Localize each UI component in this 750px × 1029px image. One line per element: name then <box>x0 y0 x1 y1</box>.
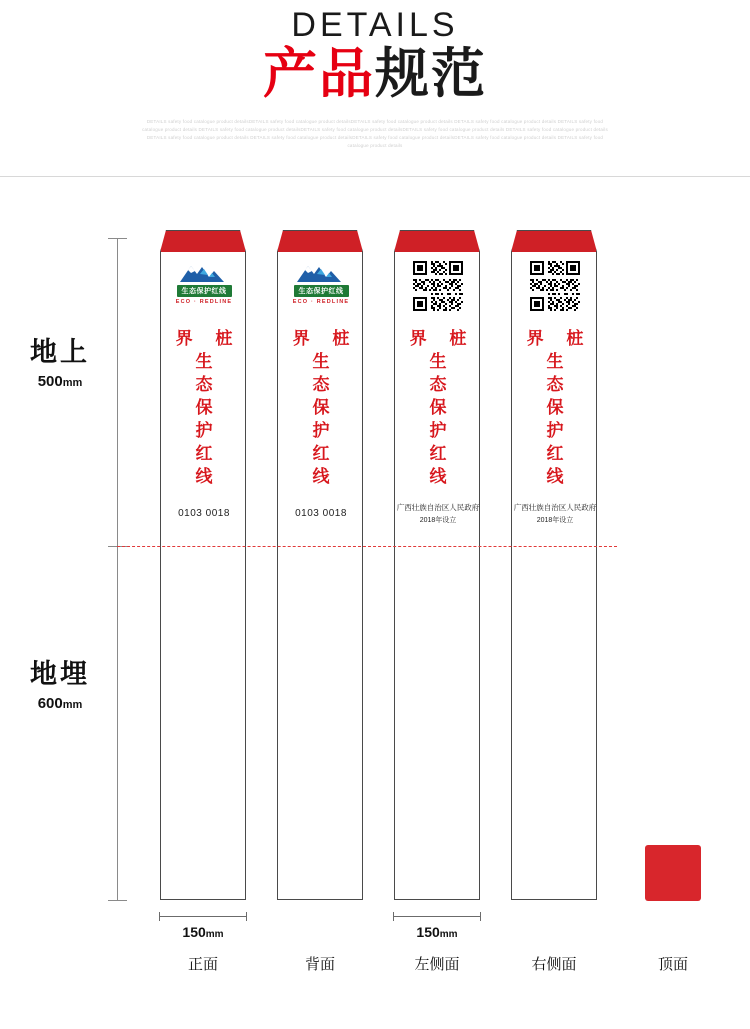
page-header <box>0 0 750 176</box>
post-left-cap <box>394 230 480 252</box>
logo-cn-text: 生态保护红线 <box>177 285 232 297</box>
side-width-cap-left <box>393 912 394 921</box>
post-front-vertical-text <box>161 350 247 488</box>
vchar: 护 <box>195 421 213 440</box>
header-divider <box>0 176 750 177</box>
vchar: 护 <box>546 421 564 440</box>
vchar: 生 <box>429 352 447 371</box>
front-width-bar <box>159 916 247 917</box>
vchar: 护 <box>312 421 330 440</box>
post-back-code: 0103 0018 <box>295 508 347 519</box>
front-width-cap-right <box>246 912 247 921</box>
gov-line-2: 2018年设立 <box>419 517 457 524</box>
buried-number: 600 <box>37 695 63 712</box>
post-front-cap <box>160 230 246 252</box>
qr-code-icon <box>530 261 580 311</box>
post-left-body <box>394 252 480 900</box>
vchar: 保 <box>546 398 564 417</box>
front-width-unit: mm <box>205 929 224 940</box>
mountain-icon <box>293 260 349 284</box>
above-ground-value <box>10 373 110 390</box>
post-front-body <box>160 252 246 900</box>
vchar: 生 <box>546 352 564 371</box>
caption-right-side: 右侧面 <box>531 956 577 973</box>
page-title-black: 规范 <box>375 44 487 104</box>
vchar: 红 <box>195 444 213 463</box>
buried-dimension <box>10 652 110 712</box>
side-width-label <box>377 924 497 940</box>
vchar: 红 <box>546 444 564 463</box>
mountain-icon <box>176 260 232 284</box>
vchar: 线 <box>429 467 447 486</box>
caption-left-side: 左侧面 <box>414 956 460 973</box>
gov-line-1: 广西壮族自治区人民政府 <box>396 503 480 512</box>
post-right-body <box>511 252 597 900</box>
caption-back: 背面 <box>304 956 335 973</box>
vchar: 红 <box>312 444 330 463</box>
caption-top-view: 顶面 <box>657 956 688 973</box>
top-view-square <box>645 845 701 901</box>
dimension-tick-bottom <box>108 900 127 901</box>
above-ground-dimension <box>10 330 110 390</box>
vchar: 态 <box>546 375 564 394</box>
page-title <box>0 44 750 104</box>
post-right-title: 界 桩 <box>526 329 593 348</box>
vchar: 生 <box>195 352 213 371</box>
buried-value <box>10 695 110 712</box>
gov-line-2: 2018年设立 <box>536 517 574 524</box>
post-front-title: 界 桩 <box>175 329 242 348</box>
vchar: 护 <box>429 421 447 440</box>
side-width-bar <box>393 916 481 917</box>
vchar: 线 <box>546 467 564 486</box>
vchar: 保 <box>195 398 213 417</box>
post-left-vertical-text <box>395 350 481 488</box>
side-width-cap-right <box>480 912 481 921</box>
post-left-title: 界 桩 <box>409 329 476 348</box>
vchar: 红 <box>429 444 447 463</box>
logo-en-text: ECO · REDLINE <box>292 299 350 305</box>
post-back-title: 界 桩 <box>292 329 359 348</box>
ground-level-line <box>117 546 617 547</box>
qr-code-icon <box>413 261 463 311</box>
post-left-gov-text <box>395 502 481 525</box>
post-right-gov-text <box>512 502 598 525</box>
gov-line-1: 广西壮族自治区人民政府 <box>513 503 597 512</box>
post-back-body <box>277 252 363 900</box>
above-ground-number: 500 <box>37 373 63 390</box>
header-blurb: DETAILS safety food catalogue product detailsDETAILS safety food catalogue product detailsDETAILS safety food catalogue product details DETAILS safety food catalogue product details DETAILS safety food catalogue product details DETAILS safety food catalogue product detailsDETAILS safety food catalogue product detailsDETAILS safety food catalogue product details DETAILS safety food catalogue product details DETAILS safety food catalogue product details DETAILS safety food catalogue product detailsDETAILS safety food catalogue product detailsDETAILS safety food catalogue product details DETAILS safety food catalogue product details <box>142 119 608 148</box>
logo-en-text: ECO · REDLINE <box>175 299 233 305</box>
caption-front: 正面 <box>187 956 218 973</box>
logo-cn-text: 生态保护红线 <box>294 285 349 297</box>
side-width-value: 150 <box>416 924 440 940</box>
above-ground-label: 地上 <box>30 337 90 367</box>
vertical-dimension-bar <box>117 238 118 901</box>
post-right-cap <box>511 230 597 252</box>
above-ground-unit: mm <box>62 377 83 389</box>
vchar: 线 <box>312 467 330 486</box>
page-title-red: 产品 <box>263 44 375 104</box>
front-width-value: 150 <box>182 924 206 940</box>
post-right-vertical-text <box>512 350 598 488</box>
post-back-vertical-text <box>278 350 364 488</box>
dimension-tick-top <box>108 238 127 239</box>
vchar: 生 <box>312 352 330 371</box>
vchar: 态 <box>195 375 213 394</box>
vchar: 保 <box>312 398 330 417</box>
buried-unit: mm <box>62 699 83 711</box>
vchar: 线 <box>195 467 213 486</box>
eco-redline-logo <box>289 260 353 308</box>
eco-redline-logo <box>172 260 236 308</box>
front-width-label <box>143 924 263 940</box>
post-back-cap <box>277 230 363 252</box>
post-front-code: 0103 0018 <box>178 508 230 519</box>
vchar: 态 <box>429 375 447 394</box>
vchar: 态 <box>312 375 330 394</box>
header-eyebrow: DETAILS <box>291 6 459 44</box>
side-width-unit: mm <box>439 929 458 940</box>
vchar: 保 <box>429 398 447 417</box>
front-width-cap-left <box>159 912 160 921</box>
buried-label: 地埋 <box>30 659 90 689</box>
